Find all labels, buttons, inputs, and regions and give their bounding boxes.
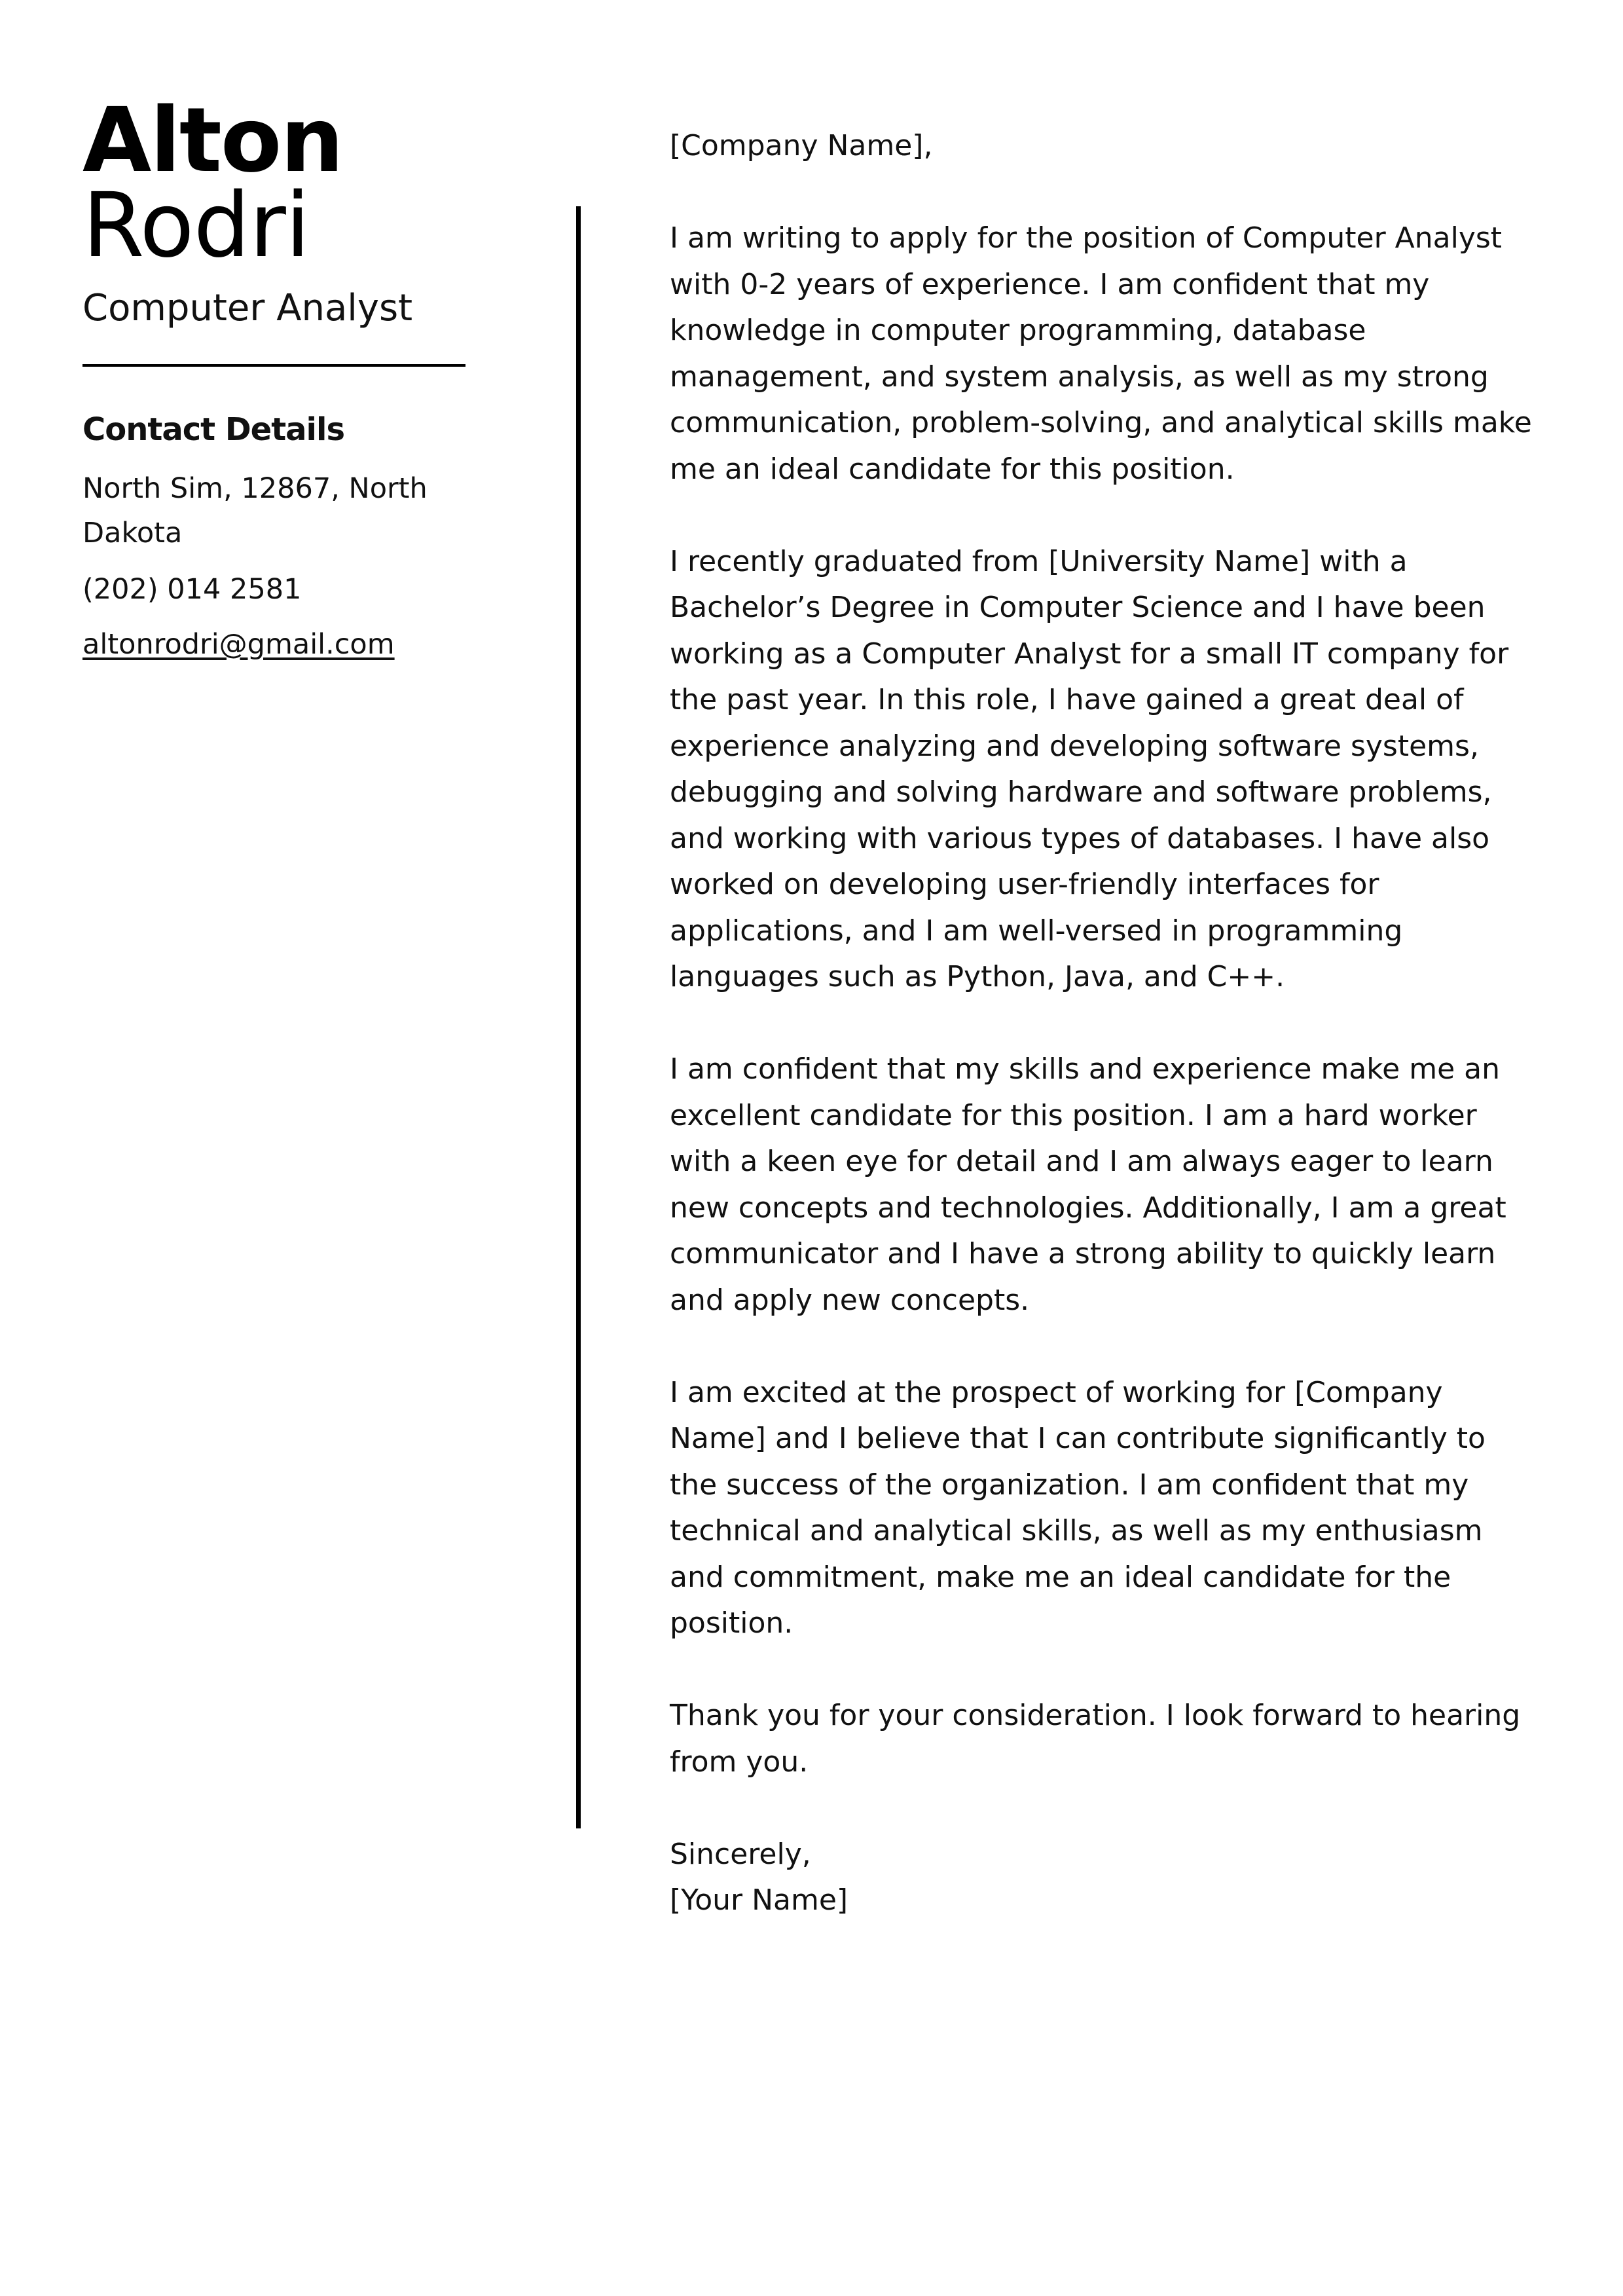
letter-paragraph: Thank you for your consideration. I look forward to hearing from you. xyxy=(670,1699,1521,1779)
job-title: Computer Analyst xyxy=(82,287,413,329)
sidebar xyxy=(82,89,488,667)
first-name: Alton xyxy=(82,89,343,193)
letter-paragraph: I am writing to apply for the position of Computer Analyst with 0-2 years of experience. I am confident that my knowledge in computer programming, database management, and system analysis, as well as my strong communication, problem-solving, and analytical skills make me an ideal candidate for this position. xyxy=(670,221,1532,486)
letter-body xyxy=(670,123,1537,1924)
title-divider xyxy=(82,364,465,367)
vertical-divider xyxy=(576,206,581,1828)
letter-paragraph: I am confident that my skills and experience make me an excellent candidate for this position. I am a hard worker with a keen eye for detail and I am always eager to learn new concepts and technologies. Additionally, I am a great communicator and I have a strong ability to quickly learn and apply new concepts. xyxy=(670,1052,1506,1317)
closing: Sincerely, xyxy=(670,1837,811,1871)
letter-paragraph: I recently graduated from [University Name] with a Bachelor’s Degree in Computer Science and I have been working as a Computer Analyst for a small IT company for the past year. In this role, I have gained a great deal of experience analyzing and developing software systems, debugging and solving hardware and software problems, and working with various types of databases. I have also worked on developing user-friendly interfaces for applications, and I am well-versed in programming languages such as Python, Java, and C++. xyxy=(670,544,1509,993)
letter-paragraph: I am excited at the prospect of working for [Company Name] and I believe that I can contribute significantly to the success of the organization. I am confident that my technical and analytical skills, as well as my enthusiasm and commitment, make me an ideal candidate for the position. xyxy=(670,1375,1486,1640)
contact-email-link[interactable]: altonrodri@gmail.com xyxy=(82,628,395,661)
last-name: Rodri xyxy=(82,174,310,278)
salutation: [Company Name], xyxy=(670,129,933,162)
signature: [Your Name] xyxy=(670,1883,848,1917)
contact-phone: (202) 014 2581 xyxy=(82,573,302,606)
contact-heading: Contact Details xyxy=(82,411,345,448)
contact-address: North Sim, 12867, North Dakota xyxy=(82,472,428,549)
